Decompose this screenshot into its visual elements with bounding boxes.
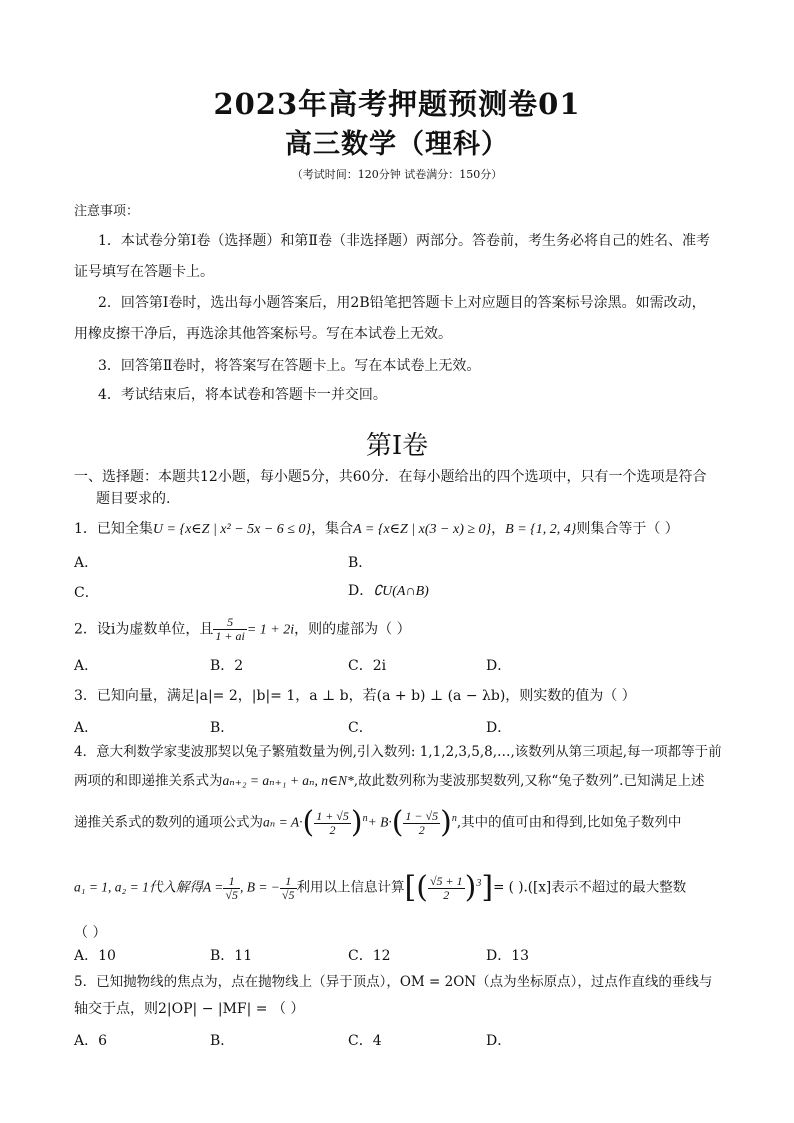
q4-line-4 — [74, 870, 687, 905]
q5-option-b: B． — [210, 1033, 235, 1049]
q4-line-1: 4．意大利数学家斐波那契以兔子繁殖数量为例,引入数列: 1,1,2,3,5,8,…,该数列从第三项起,每一项都等于前 — [74, 744, 722, 760]
exam-title: 2023年高考押题预测卷01 — [213, 87, 581, 121]
q1-option-d-label: D． — [348, 583, 374, 599]
notice-item-2-line-2: 用橡皮擦干净后，再选涂其他答案标号。写在本试卷上无效。 — [74, 326, 452, 342]
q2-prefix: 2．设i为虚数单位，且 — [74, 621, 214, 638]
q4-fraction-1 — [314, 810, 351, 837]
q1-option-a: A． — [74, 555, 99, 571]
q2-frac-num: 5 — [213, 616, 246, 630]
q4-f2-den: 2 — [418, 822, 425, 837]
question-2-stem — [74, 616, 411, 643]
q2-frac-den: 1 + ai — [215, 629, 245, 643]
section-instruction-line-1: 一、选择题：本题共12小题，每小题5分，共60分．在每小题给出的四个选项中，只有一个选项是符合 — [74, 469, 707, 485]
q4-f1-den: 2 — [329, 822, 336, 837]
q4-fa-num: 1 — [223, 875, 240, 889]
q4-f1-num: 1 + √5 — [316, 808, 349, 823]
q4-an: aₙ = A· — [263, 814, 303, 830]
q4-fb-num: 1 — [280, 875, 297, 889]
q2-option-d: D． — [486, 658, 512, 674]
notice-item-1-line-1: 1．本试卷分第Ⅰ卷（选择题）和第Ⅱ卷（非选择题）两部分。答卷前，考生务必将自己的姓名、准考 — [98, 233, 710, 249]
q4-bracket-end: ] — [481, 870, 494, 905]
q4-line-4-c: = ( ).([x]表示不超过的最大整数 — [493, 879, 687, 896]
q4-option-d: D．13 — [486, 948, 530, 964]
q4-option-a: A．10 — [74, 948, 116, 964]
q2-suffix: ，则的虚部为（ ） — [294, 621, 411, 638]
exam-info: （考试时间：120分钟 试卷满分：150分） — [291, 168, 503, 181]
q3-option-b: B． — [210, 720, 235, 736]
q4-paren-close-1: ) — [350, 805, 363, 840]
q4-paren-open-2: ( — [391, 805, 404, 840]
q4-line-4-b: 利用以上信息计算 — [296, 879, 405, 896]
q4-fraction-2 — [403, 810, 440, 837]
q2-option-b: B．2 — [210, 658, 244, 674]
q4-fraction-3 — [428, 875, 465, 902]
q4-line-2 — [74, 769, 704, 789]
q1-suffix: 则集合等于（ ） — [576, 521, 679, 537]
q3-option-d: D． — [486, 720, 512, 736]
q4-paren-open-1: ( — [302, 805, 315, 840]
q4-bracket-close: ) — [464, 870, 477, 905]
q3-option-a: A． — [74, 720, 99, 736]
notice-item-2-line-1: 2．回答第Ⅰ卷时，选出每小题答案后，用2B铅笔把答题卡上对应题目的答案标号涂黑。如需改动， — [98, 295, 706, 311]
section-title: 第Ⅰ卷 — [365, 431, 429, 461]
q1-option-d-math: ∁U(A∩B) — [373, 584, 429, 599]
q1-mid2: ， — [491, 521, 506, 537]
q1-set-u: U = {x∈Z | x² − 5x − 6 ≤ 0} — [152, 522, 312, 537]
q4-paren-close-2: ) — [440, 805, 452, 840]
q5-line-1: 5．已知抛物线的焦点为，点在抛物线上（异于顶点），OM = 2ON（点为坐标原点），过点作直线的垂线与 — [74, 974, 713, 990]
q4-a-eq: A = — [202, 879, 224, 895]
q2-option-c: C．2i — [348, 658, 387, 674]
q4-b-eq: , B = − — [239, 879, 280, 895]
notice-item-4: 4．考试结束后，将本试卷和答题卡一并交回。 — [98, 387, 387, 403]
q5-line-2: 轴交于点，则2|OP| − |MF| = （ ） — [74, 1001, 305, 1017]
notice-heading: 注意事项： — [74, 204, 140, 219]
q4-f3-den: 2 — [443, 887, 450, 902]
question-3-stem: 3．已知向量，满足|a|= 2，|b|= 1，a ⊥ b，若(a + b) ⊥ (a − λb)，则实数的值为（ ） — [74, 688, 636, 704]
q1-prefix: 1．已知全集 — [74, 521, 153, 537]
q4-exp-1: n — [362, 813, 368, 824]
exam-subtitle: 高三数学（理科） — [285, 129, 509, 160]
q5-option-a: A．6 — [74, 1033, 108, 1049]
q4-exp-2: n — [451, 813, 457, 824]
q4-line-3-b: ,其中的值可由和得到,比如兔子数列中 — [456, 814, 682, 831]
q3-option-c: C． — [348, 720, 373, 736]
q4-f3-num: √5 + 1 — [429, 873, 463, 888]
q4-recurrence: aₙ₊₂ = aₙ₊₁ + aₙ, n∈N* — [222, 773, 354, 788]
q5-option-d: D． — [486, 1033, 512, 1049]
q1-option-d — [348, 580, 429, 600]
q4-option-c: C．12 — [348, 948, 391, 964]
q1-mid: ，集合 — [311, 521, 354, 537]
q4-plus-b: + B· — [367, 814, 392, 830]
q5-option-c: C．4 — [348, 1033, 382, 1049]
q1-set-b: B = {1, 2, 4} — [505, 522, 577, 537]
q4-line-2-a: 两项的和即递推关系式为 — [74, 773, 223, 789]
q4-line-2-b: ,故此数列称为斐波那契数列,又称“兔子数列”.已知满足上述 — [353, 773, 705, 789]
q4-line-5: （ ） — [74, 925, 107, 941]
question-1-stem — [74, 518, 679, 538]
section-instruction-line-2: 题目要求的. — [96, 491, 171, 507]
q4-line-3-a: 递推关系式的数列的通项公式为 — [74, 814, 263, 831]
q4-option-b: B．11 — [210, 948, 253, 964]
q1-set-a: A = {x∈Z | x(3 − x) ≥ 0} — [353, 522, 492, 537]
q4-bracket-open: [( — [404, 870, 428, 905]
q4-fb-den: √5 — [281, 887, 295, 902]
q4-exp-3: 3 — [476, 878, 482, 889]
q1-option-b: B． — [348, 555, 373, 571]
notice-item-3: 3．回答第Ⅱ卷时，将答案写在答题卡上。写在本试卷上无效。 — [98, 358, 481, 374]
q4-fraction-a — [223, 875, 240, 902]
notice-item-1-line-2: 证号填写在答题卡上。 — [74, 264, 214, 280]
q1-option-c: C． — [74, 585, 99, 601]
q4-line-3 — [74, 805, 682, 840]
q4-f2-num: 1 − √5 — [405, 808, 439, 823]
q4-line-4-a: a₁ = 1, a₂ = 1代入解得 — [74, 879, 203, 895]
q4-fa-den: √5 — [225, 887, 238, 902]
q2-fraction — [213, 616, 246, 643]
q2-option-a: A． — [74, 658, 99, 674]
q2-eq: = 1 + 2i — [246, 622, 295, 638]
q4-fraction-b — [280, 875, 297, 902]
